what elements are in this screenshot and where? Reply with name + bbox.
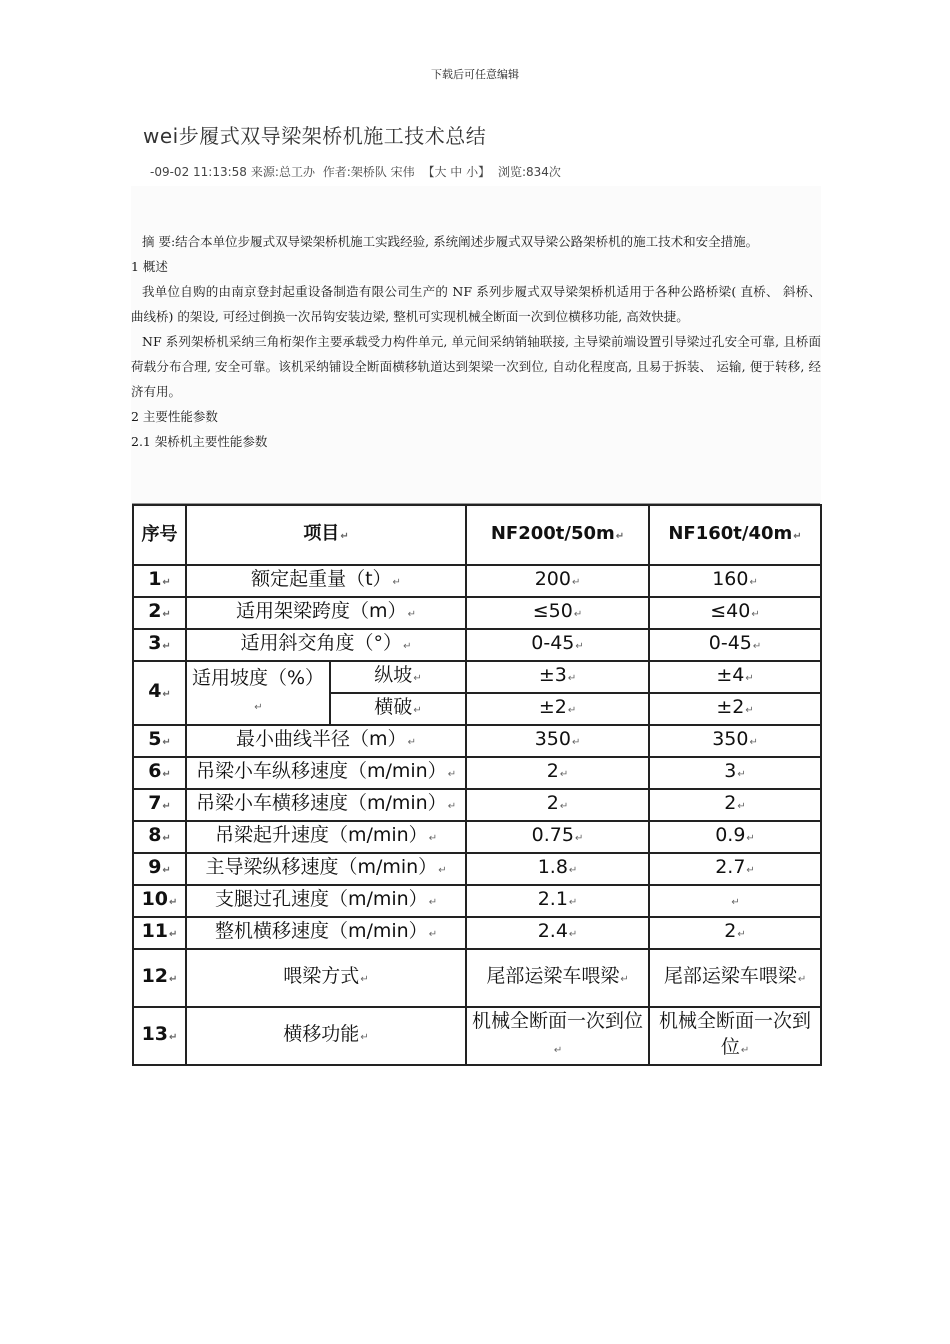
row-value-1: 机械全断面一次到位↵: [466, 1007, 649, 1065]
row-no: 7↵: [133, 789, 186, 821]
row-value-1: ±3↵: [466, 661, 649, 693]
row-value-1: 尾部运梁车喂梁↵: [466, 949, 649, 1007]
section-1-paragraph-2: NF 系列架桥机采纳三角桁架作主要承载受力构件单元, 单元间采纳销轴联接, 主导梁前端设置引导梁过孔安全可靠, 且桥面荷载分布合理, 安全可靠。该机采纳铺设全断面横移轨道达到架梁一次到位, 自动化程度高, 且易于拆装、 运输, 便于转移, 经济有用。: [131, 334, 821, 399]
row-item: 吊梁小车纵移速度（m/min）↵: [186, 757, 466, 789]
article-source: 来源:总工办: [250, 165, 315, 179]
row-no: 12↵: [133, 949, 186, 1007]
row-value-2: 尾部运梁车喂梁↵: [649, 949, 821, 1007]
row-value-1: 0-45↵: [466, 629, 649, 661]
row-value-1: 200↵: [466, 565, 649, 597]
row-no: 11↵: [133, 917, 186, 949]
row-value-2: 机械全断面一次到位↵: [649, 1007, 821, 1065]
row-value-2: 160↵: [649, 565, 821, 597]
row-value-2: 0-45↵: [649, 629, 821, 661]
row-value-2: 0.9↵: [649, 821, 821, 853]
row-value-1: 350↵: [466, 725, 649, 757]
table-row: [133, 597, 821, 629]
row-value-2: ≤40↵: [649, 597, 821, 629]
row-no: 3↵: [133, 629, 186, 661]
row-item: 适用架梁跨度（m）↵: [186, 597, 466, 629]
row-value-1: 2.1↵: [466, 885, 649, 917]
row-value-2: 350↵: [649, 725, 821, 757]
table-row: [133, 565, 821, 597]
table-row: [133, 789, 821, 821]
row-value-2: 2↵: [649, 917, 821, 949]
row-value-1: 0.75↵: [466, 821, 649, 853]
row-value-1: ≤50↵: [466, 597, 649, 629]
row-no: 10↵: [133, 885, 186, 917]
row-no: 9↵: [133, 853, 186, 885]
article-views: 浏览:834次: [497, 165, 561, 179]
row-item: 额定起重量（t）↵: [186, 565, 466, 597]
row-value-2: ↵: [649, 885, 821, 917]
row-value-1: 1.8↵: [466, 853, 649, 885]
section-1-heading: 1 概述: [131, 259, 168, 274]
font-size-switch[interactable]: 【大 中 小】: [422, 165, 491, 179]
row-no: 1↵: [133, 565, 186, 597]
header-item: 项目↵: [186, 505, 466, 565]
row-value-1: 2↵: [466, 789, 649, 821]
article-author: 作者:架桥队 宋伟: [322, 165, 415, 179]
header-model-2: NF160t/40m↵: [649, 505, 821, 565]
header-no: 序号: [133, 505, 186, 565]
article-title: wei步履式双导梁架桥机施工技术总结: [143, 124, 487, 148]
table-row: [133, 949, 821, 1007]
row-item: 适用斜交角度（°）↵: [186, 629, 466, 661]
row-item: 横移功能↵: [186, 1007, 466, 1065]
row-value-2: ±2↵: [649, 693, 821, 725]
row-no: 13↵: [133, 1007, 186, 1065]
row-subitem: 横破↵: [330, 693, 466, 725]
row-item: 吊梁小车横移速度（m/min）↵: [186, 789, 466, 821]
row-item: 适用坡度（%）↵: [186, 661, 330, 725]
row-no: 5↵: [133, 725, 186, 757]
row-value-2: ±4↵: [649, 661, 821, 693]
row-value-2: 2.7↵: [649, 853, 821, 885]
row-item: 支腿过孔速度（m/min）↵: [186, 885, 466, 917]
row-value-2: 3↵: [649, 757, 821, 789]
page-header-note: 下载后可任意编辑: [431, 68, 519, 81]
row-item: 整机横移速度（m/min）↵: [186, 917, 466, 949]
header-model-1: NF200t/50m↵: [466, 505, 649, 565]
row-item: 吊梁起升速度（m/min）↵: [186, 821, 466, 853]
article-datetime: -09-02 11:13:58: [150, 165, 247, 179]
row-no: 4↵: [133, 661, 186, 725]
section-2-1-heading: 2.1 架桥机主要性能参数: [131, 434, 268, 449]
row-subitem: 纵坡↵: [330, 661, 466, 693]
article-meta: [150, 163, 565, 180]
article-body: [131, 229, 821, 454]
row-value-1: 2↵: [466, 757, 649, 789]
table-row: [133, 629, 821, 661]
table-row: [133, 725, 821, 757]
table-row: [133, 661, 821, 693]
row-value-2: 2↵: [649, 789, 821, 821]
row-no: 8↵: [133, 821, 186, 853]
section-2-heading: 2 主要性能参数: [131, 409, 218, 424]
table-row: [133, 757, 821, 789]
row-item: 喂梁方式↵: [186, 949, 466, 1007]
table-row: [133, 821, 821, 853]
row-item: 主导梁纵移速度（m/min）↵: [186, 853, 466, 885]
row-value-1: ±2↵: [466, 693, 649, 725]
row-no: 6↵: [133, 757, 186, 789]
row-value-1: 2.4↵: [466, 917, 649, 949]
table-row: [133, 853, 821, 885]
abstract-paragraph: 摘 要:结合本单位步履式双导梁架桥机施工实践经验, 系统阐述步履式双导梁公路架桥机的施工技术和安全措施。: [142, 234, 759, 249]
table-row: [133, 1007, 821, 1065]
row-item: 最小曲线半径（m）↵: [186, 725, 466, 757]
section-1-paragraph-1: 我单位自购的由南京登封起重设备制造有限公司生产的 NF 系列步履式双导梁架桥机适用于各种公路桥梁( 直桥、 斜桥、 曲线桥) 的架设, 可经过倒换一次吊钩安装边梁, 整机可实现机械全断面一次到位横移功能, 高效快捷。: [131, 284, 821, 324]
table-row: [133, 917, 821, 949]
row-no: 2↵: [133, 597, 186, 629]
table-row: [133, 885, 821, 917]
table-header-row: [133, 505, 821, 565]
performance-parameters-table: [132, 504, 822, 1066]
